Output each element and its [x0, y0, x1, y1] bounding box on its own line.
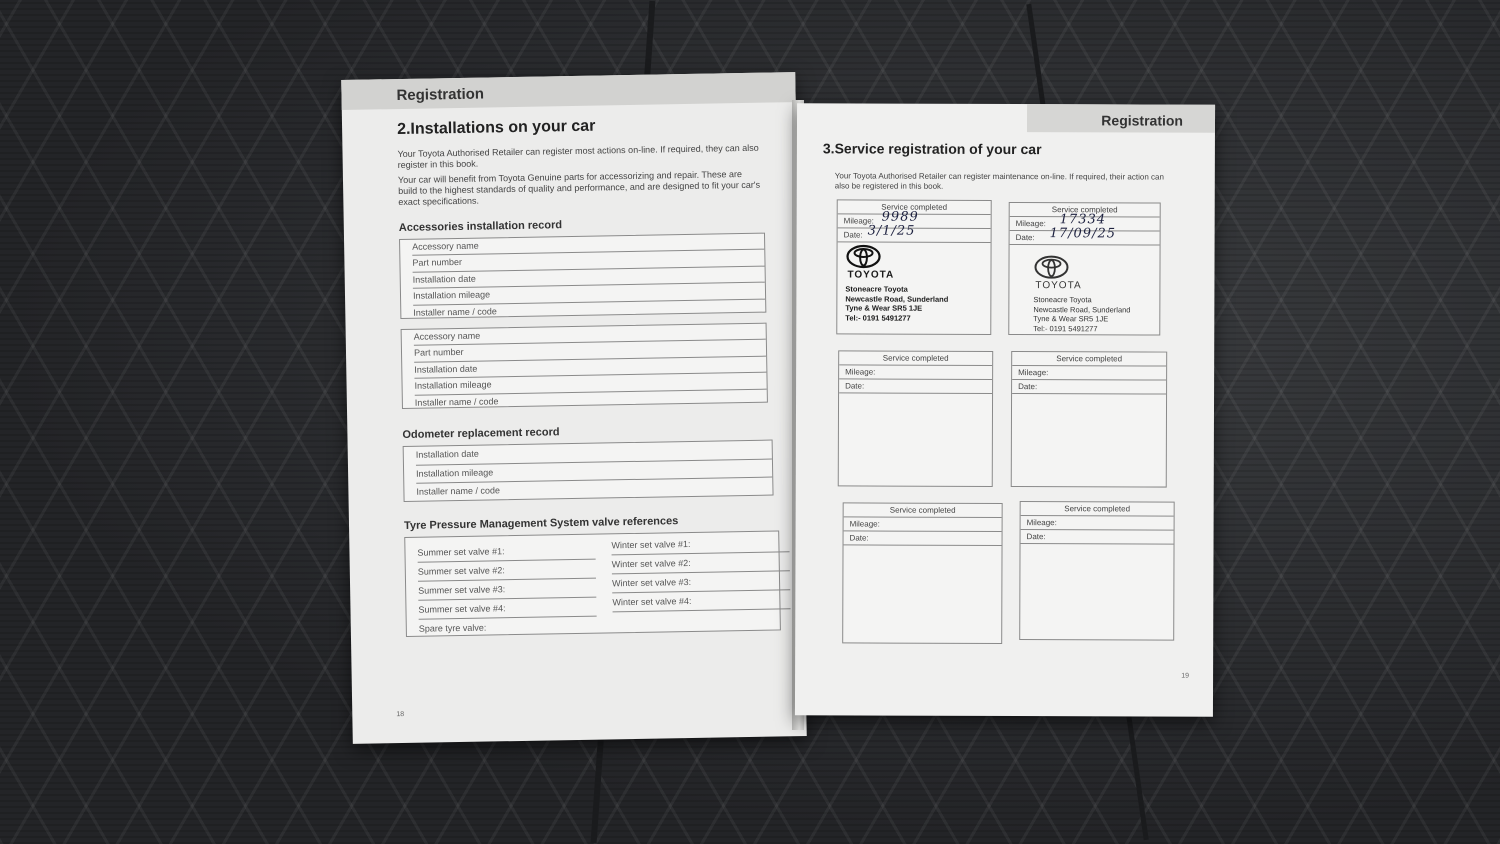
form-field[interactable]: Installer name / code	[414, 395, 499, 408]
stamp-line: Newcastle Road, Sunderland	[845, 293, 949, 304]
odometer-record-form	[403, 440, 774, 502]
form-field[interactable]: Installer name / code	[413, 305, 497, 318]
handwritten-date: 17/09/25	[1049, 226, 1117, 242]
tpms-heading: Tyre Pressure Management System valve references	[403, 515, 679, 532]
stamp-line: Newcastle Road, Sunderland	[1033, 304, 1131, 314]
tpms-form	[404, 530, 781, 637]
mileage-field[interactable]	[1012, 366, 1166, 381]
valve-field[interactable]: Summer set valve #3:	[418, 579, 596, 601]
intro-paragraph: Your Toyota Authorised Retailer can register maintenance on-line. If required, their action can also be registered in this book.	[834, 171, 1164, 191]
handwritten-mileage: 17334	[1059, 212, 1107, 228]
page-header: Registration	[1101, 112, 1184, 129]
date-label: Date:	[1026, 532, 1046, 542]
service-record-box	[1008, 202, 1160, 336]
date-field[interactable]	[1010, 226, 1160, 246]
valve-field[interactable]: Winter set valve #4:	[612, 590, 790, 612]
stamp-line: Tel:- 0191 5491277	[1033, 323, 1098, 333]
odometer-heading: Odometer replacement record	[402, 426, 560, 441]
valve-field[interactable]: Winter set valve #2:	[612, 552, 790, 574]
stamp-brand: TOYOTA	[1035, 280, 1082, 292]
date-field[interactable]	[844, 531, 1002, 546]
stamp-line: Stoneacre Toyota	[845, 284, 908, 294]
mileage-label: Mileage:	[1026, 518, 1057, 528]
mileage-label: Mileage:	[845, 367, 876, 377]
form-field[interactable]: Installation mileage	[414, 373, 766, 396]
service-box-heading: Service completed	[1021, 502, 1174, 517]
mileage-label: Mileage:	[1018, 368, 1049, 378]
mileage-field[interactable]	[1021, 516, 1174, 531]
date-field[interactable]	[838, 223, 991, 243]
stamp-line: Stoneacre Toyota	[1033, 295, 1092, 305]
mileage-label: Mileage:	[849, 519, 880, 529]
accessory-record-form	[401, 323, 768, 409]
toyota-logo-icon	[845, 244, 881, 268]
date-label: Date:	[1015, 233, 1035, 243]
service-record-box	[1019, 501, 1174, 641]
form-field[interactable]: Installer name / code	[416, 485, 501, 497]
left-page	[341, 72, 807, 744]
form-field[interactable]: Installation mileage	[416, 459, 772, 484]
page-number: 19	[1181, 672, 1190, 680]
page-number: 18	[396, 711, 405, 719]
valve-field[interactable]: Summer set valve #2:	[418, 560, 596, 582]
date-label: Date:	[1018, 382, 1038, 392]
service-record-box	[842, 502, 1002, 644]
service-record-box	[1011, 351, 1167, 488]
stamp-line: Tyne & Wear SR5 1JE	[845, 303, 923, 313]
intro-paragraph: Your car will benefit from Toyota Genuine parts for accessorizing and repair. These are build to the highest standards of quality and performance, and are designed to fit your car's exact specifications.	[397, 169, 761, 208]
service-record-box	[838, 350, 993, 487]
date-label: Date:	[843, 230, 863, 240]
winter-valve-column	[611, 533, 790, 612]
handwritten-date: 3/1/25	[867, 223, 916, 239]
form-field[interactable]: Part number	[414, 340, 766, 363]
form-field[interactable]: Accessory name	[412, 234, 764, 257]
dealer-stamp	[1033, 255, 1160, 333]
valve-field[interactable]: Summer set valve #1:	[417, 541, 595, 563]
section-title: 3.Service registration of your car	[822, 140, 1042, 158]
page-header: Registration	[396, 85, 485, 105]
mileage-field[interactable]	[839, 365, 992, 380]
service-box-heading: Service completed	[1012, 352, 1166, 367]
form-field[interactable]: Installation date	[414, 356, 766, 379]
form-field[interactable]: Installation date	[413, 266, 765, 289]
accessories-heading: Accessories installation record	[398, 219, 563, 235]
service-box-heading: Service completed	[838, 200, 991, 215]
form-field[interactable]: Installation mileage	[413, 283, 765, 306]
right-page	[795, 103, 1215, 716]
valve-field[interactable]: Winter set valve #1:	[611, 533, 789, 555]
date-field[interactable]	[1021, 530, 1174, 545]
dealer-stamp	[845, 244, 985, 322]
mileage-label: Mileage:	[843, 216, 874, 226]
date-field[interactable]	[839, 379, 992, 394]
stamp-line: Tel:- 0191 5491277	[845, 312, 911, 323]
valve-field[interactable]: Summer set valve #4:	[418, 598, 596, 620]
toyota-logo-icon	[1033, 255, 1069, 279]
valve-field[interactable]: Spare tyre valve:	[418, 622, 487, 634]
accessory-record-form	[399, 233, 766, 319]
mileage-label: Mileage:	[1015, 219, 1046, 229]
form-field[interactable]: Part number	[412, 250, 764, 273]
handwritten-mileage: 9989	[881, 209, 919, 225]
intro-paragraph: Your Toyota Authorised Retailer can register most actions on-line. If required, they can also register in this book.	[397, 142, 759, 171]
service-box-heading: Service completed	[844, 503, 1002, 518]
stamp-line: Tyne & Wear SR5 1JE	[1033, 314, 1109, 324]
valve-field[interactable]: Winter set valve #3:	[612, 571, 790, 593]
section-title: 2.Installations on your car	[396, 117, 596, 139]
date-label: Date:	[845, 381, 865, 391]
form-field[interactable]: Installation date	[416, 441, 772, 466]
form-field[interactable]: Accessory name	[414, 324, 766, 347]
stamp-brand: TOYOTA	[847, 269, 895, 281]
service-record-box	[836, 199, 991, 335]
service-box-heading: Service completed	[839, 351, 992, 366]
summer-valve-column	[417, 541, 597, 638]
date-label: Date:	[849, 533, 869, 543]
date-field[interactable]	[1012, 380, 1166, 395]
service-box-heading: Service completed	[1010, 203, 1160, 218]
mileage-field[interactable]	[844, 517, 1002, 532]
